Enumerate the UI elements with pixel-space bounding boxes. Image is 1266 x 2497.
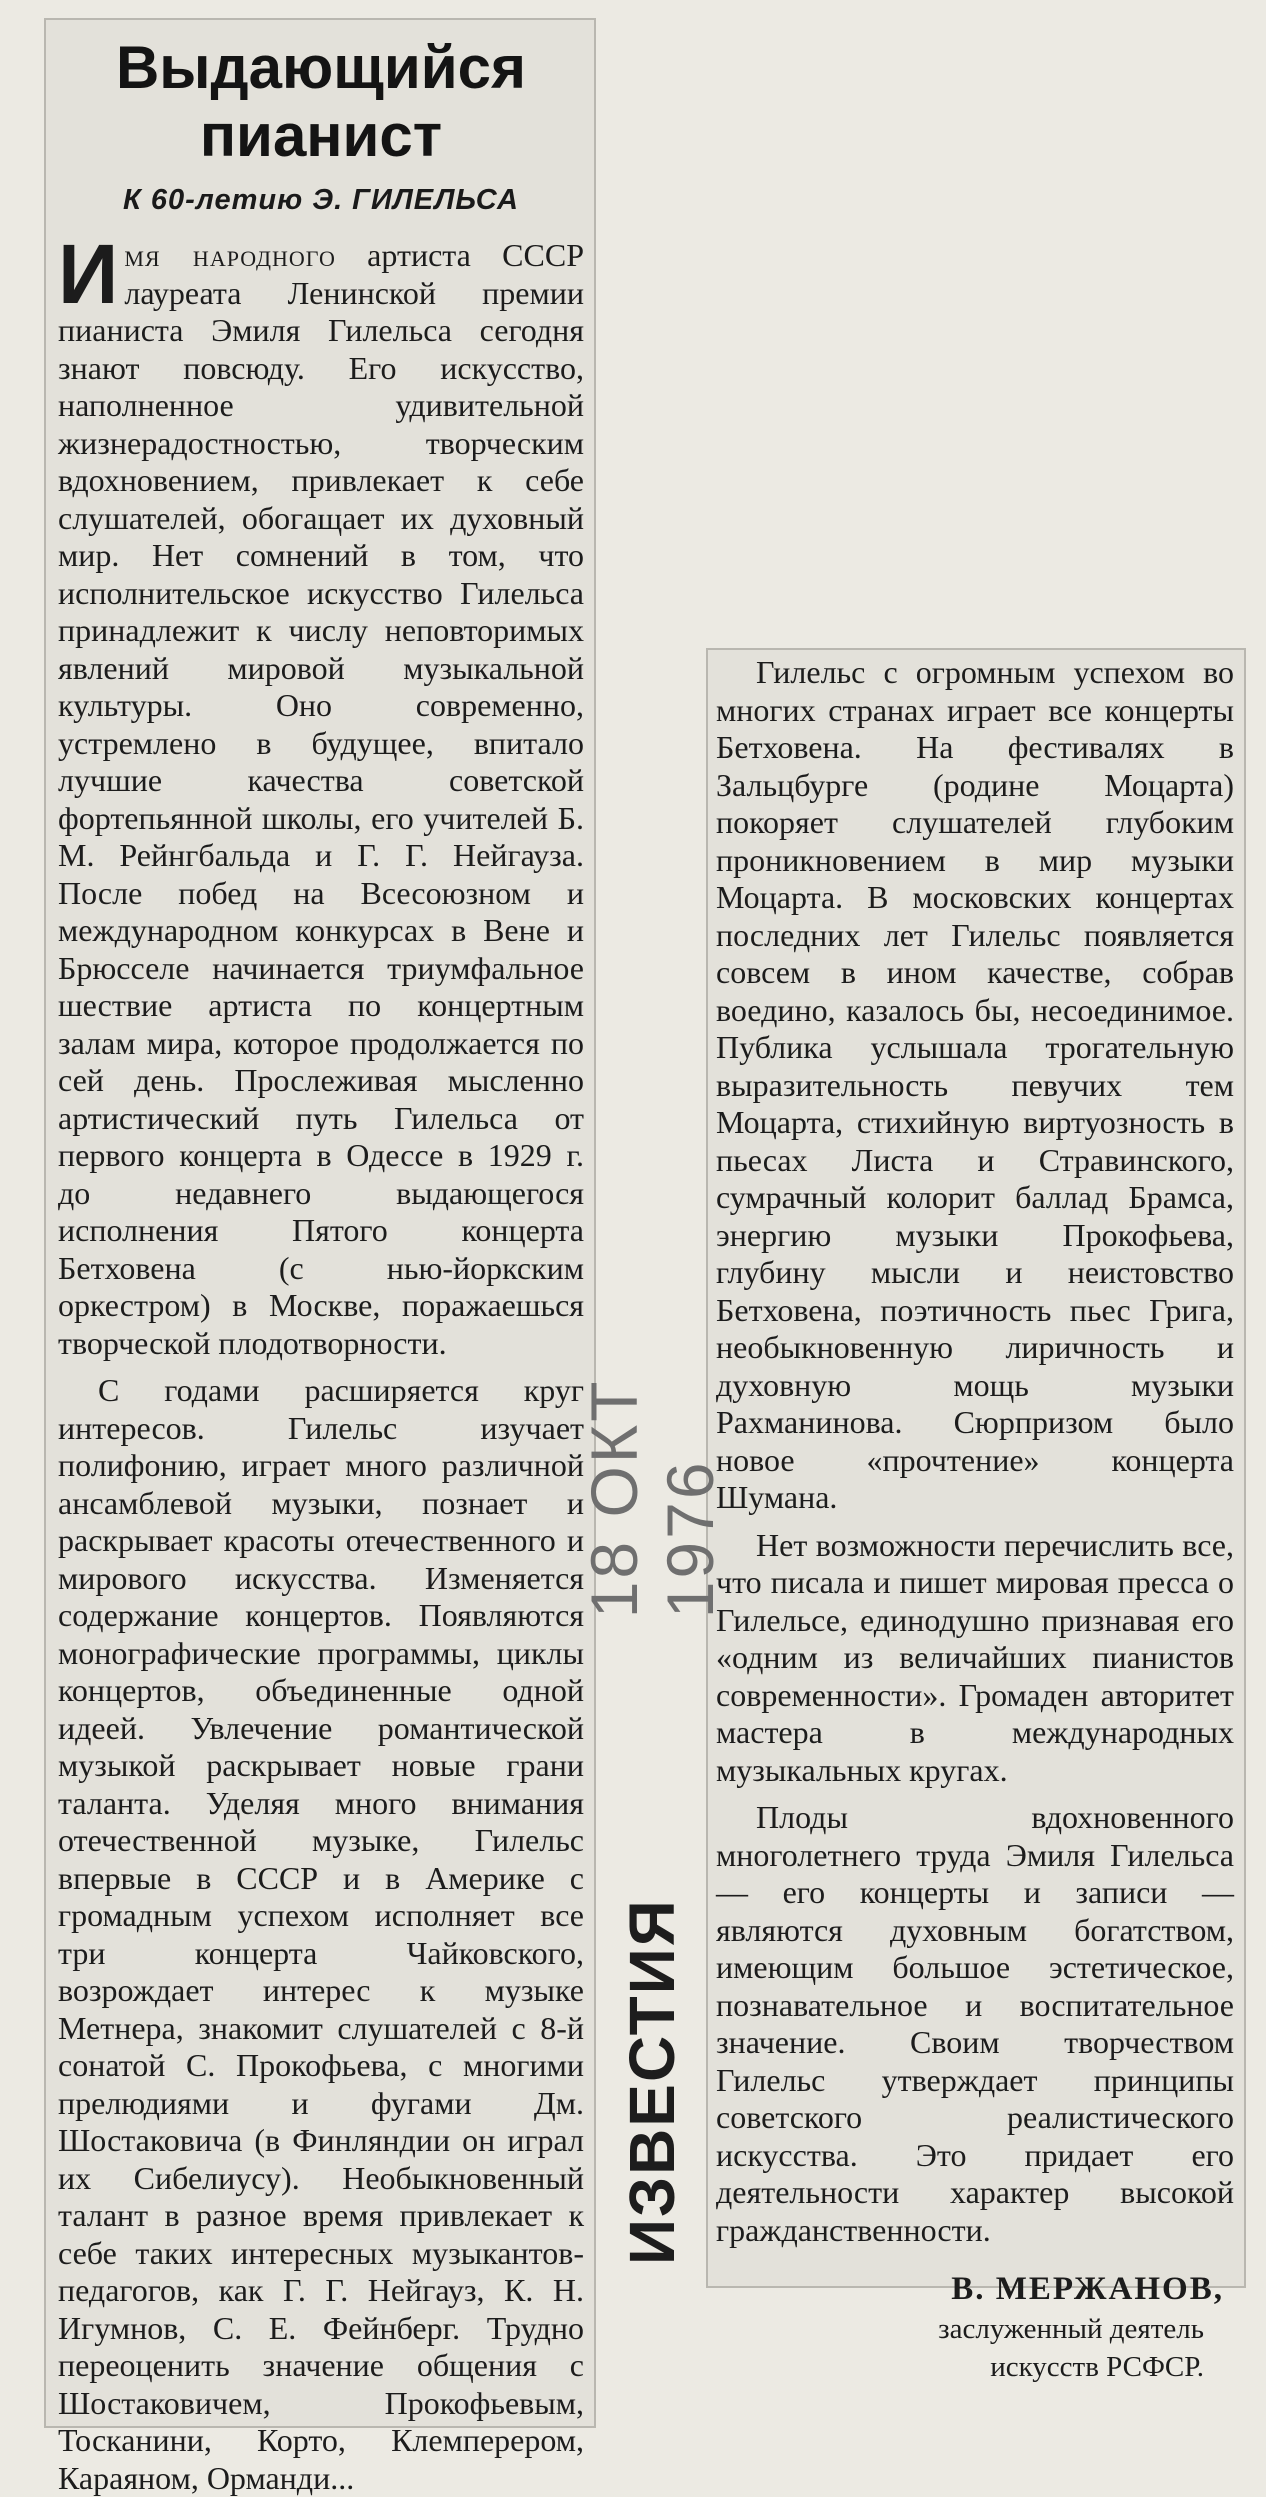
author-name: В. МЕРЖАНОВ, [951, 2271, 1224, 2307]
author-title-line-2: искусств РСФСР. [990, 2351, 1204, 2383]
lead-caps: мя народного [124, 237, 336, 273]
article-title: Выдающийся пианист [115, 34, 527, 169]
stamp-newspaper-name: ИЗВЕСТИЯ [616, 1898, 688, 2265]
paragraph-1-text: артиста СССР лауреата Ленинской премии пианиста Эмиля Гилельса сегодня знают повсюду. Его искусство, наполненное удивительной жизнерадостностью, творческим вдохновением, привлекает к себе слушателей, обогащает их духовный мир. Нет сомнений в том, что исполнительское искусство Гилельса принадлежит к числу неповторимых явлений мировой музыкальной культуры. Оно современно, устремлено в будущее, впитало лучшие качества советской фортепьянной школы, его учителей Б. М. Рейнгбальда и Г. Г. Нейгауза. После побед на Всесоюзном и международном конкурсах в Вене и Брюсселе начинается триумфальное шествие артиста по концертным залам мира, которое продолжается по сей день. Прослеживая мысленно артистический путь Гилельса от первого концерта в Одессе в 1929 г. до недавнего выдающегося исполнения Пятого концерта Бетховена (с нью-йоркским оркестром) в Москве, поражаешься творческой плодотворности. [58, 237, 585, 1361]
article-paragraph-5: Плоды вдохновенного многолетнего труда Эмиля Гилельса — его концерты и записи — являются духовным богатством, имеющим большое эстетическое, познавательное и воспитательное значение. Своим творчеством Гилельс утверждает принципы советского реалистического искусства. Это придает его деятельности характер высокой гражданственности. [716, 1799, 1234, 2248]
article-column-left [44, 18, 596, 2496]
article-paragraph-4: Нет возможности перечислить все, что писала и пишет мировая пресса о Гилельсе, единодушно признавая его «одним из величайших пианистов современности». Громаден авторитет мастера в международных музыкальных кругах. [716, 1526, 1234, 1788]
article-paragraph-2: С годами расширяется круг интересов. Гилельс изучает полифонию, играет много различной ансамблевой музыки, познает и раскрывает красоты отечественного и мирового искусства. Изменяется содержание концертов. Появляются монографические программы, циклы концертов, объединенные одной идеей. Увлечение романтической музыкой раскрывает новые грани таланта. Уделяя много внимания отечественной музыке, Гилельс впервые в СССР и в Америке с громадным успехом исполняет все три концерта Чайковского, возрождает интерес к музыке Метнера, знакомит слушателей с 8-й сонатой С. Прокофьева, с многими прелюдиями и фугами Дм. Шостаковича (в Финляндии он играл их Сибелиусу). Необыкновенный талант в разное время привлекает к себе таких интересных музыкантов-педагогов, как Г. Г. Нейгауз, К. Н. Игумнов, С. Е. Фейнберг. Трудно переоценить значение общения с Шостаковичем, Прокофьевым, Тосканини, Корто, Клемперером, Караяном, Орманди... [58, 1372, 584, 2496]
article-subtitle: К 60-летию Э. ГИЛЕЛЬСА [123, 184, 519, 216]
author-title-line-1: заслуженный деятель [938, 2313, 1204, 2345]
article-column-right [706, 648, 1246, 2383]
article-paragraph-1 [58, 227, 585, 1362]
drop-cap: И [58, 227, 119, 321]
newspaper-date-stamp [577, 1245, 727, 2265]
stamp-date: 18 ОКТ 1976 [577, 1378, 727, 1619]
article-paragraph-3: Гилельс с огромным успехом во многих странах играет все концерты Бетховена. На фестивалях в Зальцбурге (родине Моцарта) покоряет слушателей глубоким проникновением в мир музыки Моцарта. В московских концертах последних лет Гилельс появляется совсем в ином качестве, собрав воедино, казалось бы, несоединимое. Публика услышала трогательную выразительность певучих тем Моцарта, стихийную виртуозность в пьесах Листа и Стравинского, сумрачный колорит баллад Брамса, энергию музыки Прокофьева, глубину мысли и неистовство Бетховена, поэтичность пьес Грига, необыкновенную лиричность и духовную мощь музыки Рахманинова. Сюрпризом было новое «прочтение» концерта Шумана. [716, 654, 1234, 1515]
